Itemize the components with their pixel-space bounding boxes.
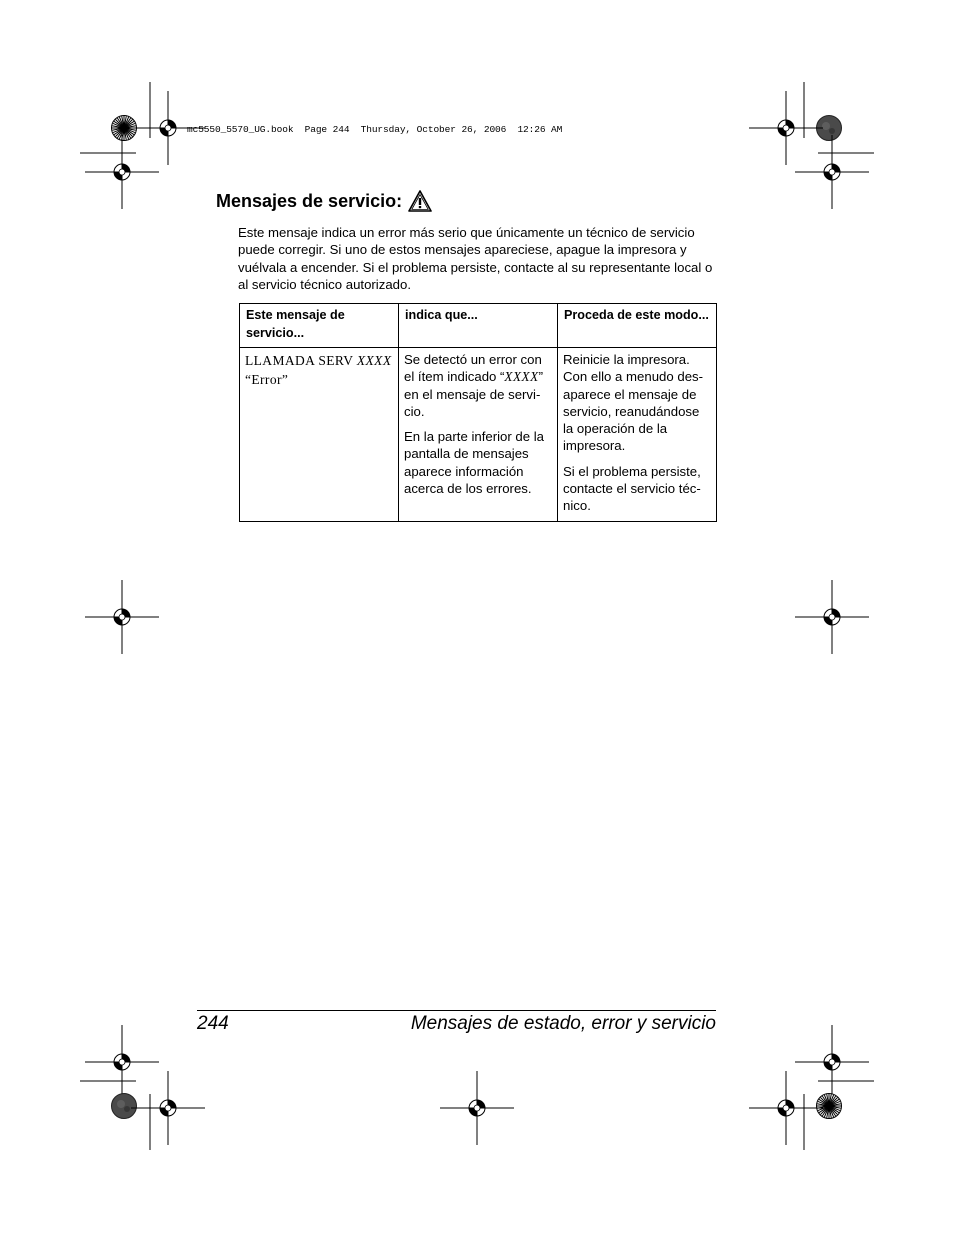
cell-meaning [399,348,558,522]
meaning-paragraph-2: En la parte inferior de la pantalla de mensajes aparece información acerca de los errores. [404,429,545,497]
table-row [240,348,717,522]
message-var: XXXX [356,353,392,368]
meaning-text-a: Se detectó un error con el ítem indicado “ [404,352,542,385]
warning-triangle-icon [408,190,432,212]
cell-action [558,348,717,522]
page-number: 244 [197,1013,229,1034]
meaning-text-b: ” en el mensaje de servi-cio. [404,369,544,419]
message-quote: “Error” [245,372,289,387]
header-message: Este mensaje de servicio... [240,304,399,348]
meaning-paragraph-1 [404,351,552,420]
header-action: Proceda de este modo... [558,304,717,348]
intro-paragraph: Este mensaje indica un error más serio que únicamente un técnico de servicio puede corregir. Si uno de estos mensajes apareciese, apague la impresora y vuélvala a encender. Si el problema persiste, contacte al su representante local o al servicio técnico autorizado. [238,225,713,292]
service-messages-table [239,303,717,522]
section-title [216,190,432,212]
header-meaning: indica que... [399,304,558,348]
message-prefix: LLAMADA SERV [245,353,357,368]
cell-message [240,348,399,522]
meaning-var: XXXX [504,369,539,385]
action-paragraph-2: Si el problema persiste, contacte el servicio téc-nico. [563,463,701,514]
footer-rule [197,1010,716,1011]
section-title-text: Mensajes de servicio: [216,190,403,211]
book-info-line: mc5550_5570_UG.book Page 244 Thursday, October 26, 2006 12:26 AM [187,124,563,135]
table-header-row [240,304,717,348]
action-paragraph-1: Reinicie la impresora. Con ello a menudo des-aparece el mensaje de servicio, reanudándose la operación de la impresora. [563,352,704,454]
footer-section-title: Mensajes de estado, error y servicio [410,1013,716,1034]
